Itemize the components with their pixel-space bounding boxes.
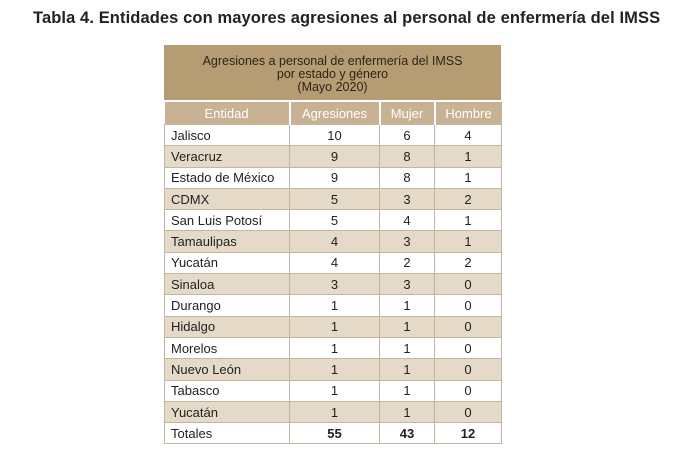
- table-row: [165, 231, 502, 252]
- table-row: [165, 316, 502, 337]
- totals-mujer: 43: [380, 423, 435, 444]
- cell-mujer: 1: [380, 380, 435, 401]
- table-row: [165, 295, 502, 316]
- cell-entidad: Nuevo León: [165, 359, 290, 380]
- cell-agresiones: 1: [290, 380, 380, 401]
- cell-hombre: 0: [435, 316, 502, 337]
- cell-hombre: 1: [435, 167, 502, 188]
- cell-hombre: 0: [435, 380, 502, 401]
- table-row: [165, 337, 502, 358]
- cell-hombre: 0: [435, 359, 502, 380]
- cell-agresiones: 1: [290, 316, 380, 337]
- data-table: [164, 100, 502, 444]
- cell-entidad: San Luis Potosí: [165, 210, 290, 231]
- cell-agresiones: 9: [290, 167, 380, 188]
- cell-mujer: 6: [380, 125, 435, 146]
- cell-entidad: Tabasco: [165, 380, 290, 401]
- cell-hombre: 0: [435, 337, 502, 358]
- table-row: [165, 359, 502, 380]
- cell-agresiones: 1: [290, 401, 380, 422]
- cell-hombre: 1: [435, 210, 502, 231]
- cell-mujer: 8: [380, 146, 435, 167]
- cell-mujer: 2: [380, 252, 435, 273]
- cell-agresiones: 1: [290, 295, 380, 316]
- table-row: [165, 146, 502, 167]
- totals-label: Totales: [165, 423, 290, 444]
- cell-agresiones: 5: [290, 210, 380, 231]
- cell-hombre: 2: [435, 188, 502, 209]
- cell-entidad: Tamaulipas: [165, 231, 290, 252]
- page-title: Tabla 4. Entidades con mayores agresiones al personal de enfermería del IMSS: [33, 9, 661, 27]
- cell-hombre: 0: [435, 401, 502, 422]
- cell-mujer: 1: [380, 359, 435, 380]
- cell-mujer: 3: [380, 231, 435, 252]
- cell-hombre: 1: [435, 146, 502, 167]
- totals-hombre: 12: [435, 423, 502, 444]
- cell-entidad: Yucatán: [165, 401, 290, 422]
- cell-entidad: Estado de México: [165, 167, 290, 188]
- cell-agresiones: 4: [290, 231, 380, 252]
- cell-entidad: Sinaloa: [165, 274, 290, 295]
- cell-agresiones: 1: [290, 359, 380, 380]
- table-caption: [164, 45, 501, 100]
- table-row: [165, 252, 502, 273]
- header-hombre: Hombre: [435, 101, 502, 125]
- cell-agresiones: 9: [290, 146, 380, 167]
- header-agresiones: Agresiones: [290, 101, 380, 125]
- cell-hombre: 0: [435, 295, 502, 316]
- cell-entidad: CDMX: [165, 188, 290, 209]
- cell-entidad: Hidalgo: [165, 316, 290, 337]
- header-entidad: Entidad: [165, 101, 290, 125]
- table-row: [165, 401, 502, 422]
- cell-hombre: 1: [435, 231, 502, 252]
- cell-hombre: 2: [435, 252, 502, 273]
- aggression-table: [164, 45, 501, 444]
- totals-agresiones: 55: [290, 423, 380, 444]
- table-row: [165, 274, 502, 295]
- cell-mujer: 3: [380, 188, 435, 209]
- cell-entidad: Veracruz: [165, 146, 290, 167]
- cell-mujer: 3: [380, 274, 435, 295]
- table-row: [165, 167, 502, 188]
- cell-entidad: Jalisco: [165, 125, 290, 146]
- cell-mujer: 8: [380, 167, 435, 188]
- table-row: [165, 188, 502, 209]
- header-row: [165, 101, 502, 125]
- table-row: [165, 210, 502, 231]
- cell-entidad: Durango: [165, 295, 290, 316]
- table-row: [165, 125, 502, 146]
- cell-mujer: 1: [380, 337, 435, 358]
- cell-entidad: Morelos: [165, 337, 290, 358]
- cell-mujer: 1: [380, 401, 435, 422]
- totals-row: [165, 423, 502, 444]
- caption-line-1: Agresiones a personal de enfermería del IMSS: [202, 54, 463, 68]
- cell-hombre: 0: [435, 274, 502, 295]
- cell-agresiones: 5: [290, 188, 380, 209]
- cell-agresiones: 10: [290, 125, 380, 146]
- cell-mujer: 1: [380, 316, 435, 337]
- cell-mujer: 1: [380, 295, 435, 316]
- caption-line-2: por estado y género: [276, 67, 389, 81]
- caption-line-3: (Mayo 2020): [297, 80, 368, 94]
- cell-agresiones: 4: [290, 252, 380, 273]
- cell-mujer: 4: [380, 210, 435, 231]
- cell-entidad: Yucatán: [165, 252, 290, 273]
- table-row: [165, 380, 502, 401]
- cell-agresiones: 3: [290, 274, 380, 295]
- cell-agresiones: 1: [290, 337, 380, 358]
- header-mujer: Mujer: [380, 101, 435, 125]
- cell-hombre: 4: [435, 125, 502, 146]
